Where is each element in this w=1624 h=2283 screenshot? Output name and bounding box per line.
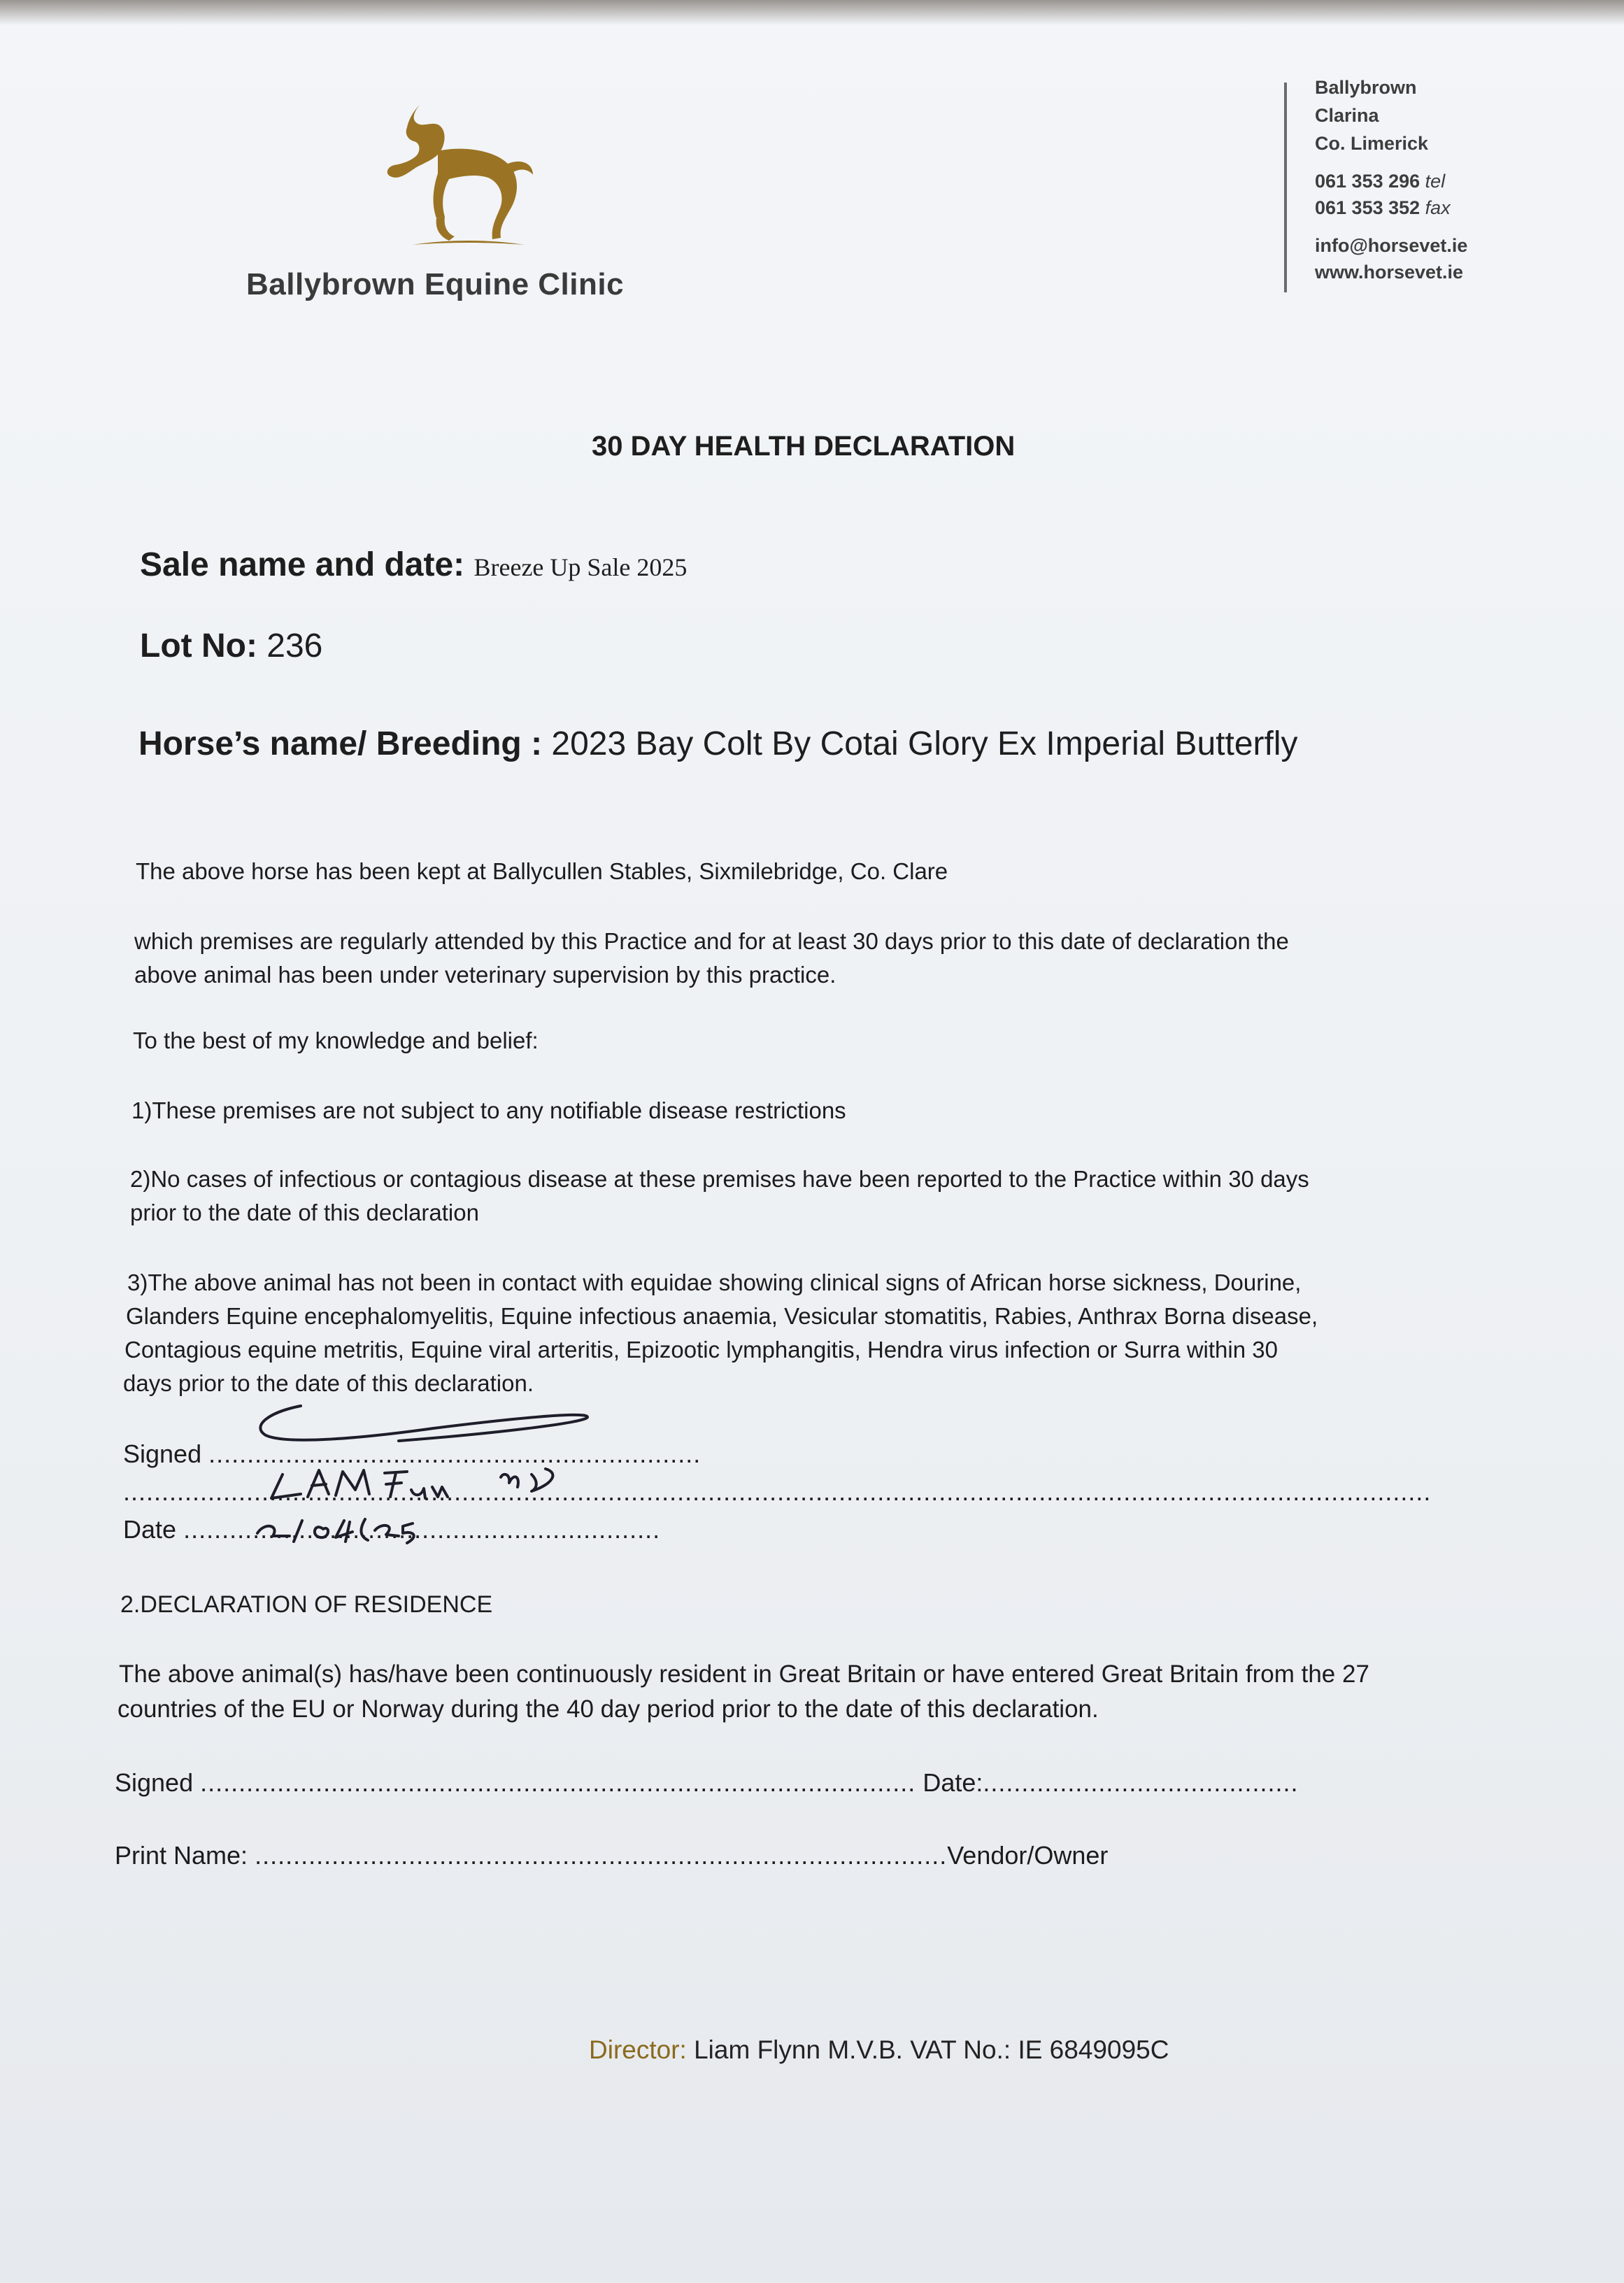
supervision-line-2: above animal has been under veterinary supervision by this practice. [134, 962, 836, 988]
vendor-owner-label: Vendor/Owner [947, 1841, 1109, 1870]
sale-value: Breeze Up Sale 2025 [473, 553, 688, 581]
declaration-item-2-line-2: prior to the date of this declaration [130, 1200, 479, 1225]
fax-line [1315, 197, 1451, 219]
declaration-item-3-line-1: 3)The above animal has not been in contact with equidae showing clinical signs of African horse sickness, Dourine, [127, 1269, 1302, 1295]
owner-signed-line [115, 1768, 1298, 1798]
sale-label: Sale name and date: [140, 546, 465, 583]
address-line-1: Ballybrown [1315, 77, 1417, 98]
date-dotted-line: .............................................................. [183, 1515, 661, 1544]
declaration-item-3-line-2: Glanders Equine encephalomyelitis, Equine infectious anaemia, Vesicular stomatitis, Rabies, Anthrax Borna disease, [126, 1303, 1318, 1329]
vet-date-label: Date [123, 1515, 177, 1544]
declaration-item-2-line-1: 2)No cases of infectious or contagious disease at these premises have been reported to the Practice within 30 days [130, 1166, 1309, 1192]
director-label: Director: [589, 2035, 687, 2064]
residence-heading: 2.DECLARATION OF RESIDENCE [120, 1591, 493, 1618]
contact-divider [1284, 83, 1287, 292]
fax-label: fax [1425, 197, 1451, 218]
vet-signed-label: Signed [123, 1439, 202, 1468]
owner-signed-label: Signed [115, 1768, 194, 1797]
prancing-horse-icon [371, 91, 539, 252]
lot-field [140, 627, 322, 665]
kept-at-paragraph: The above horse has been kept at Ballycullen Stables, Sixmilebridge, Co. Clare [136, 858, 948, 884]
declaration-item-3-line-3: Contagious equine metritis, Equine viral arteritis, Epizootic lymphangitis, Hendra virus infection or Surra within 30 [124, 1337, 1278, 1363]
owner-signature-field[interactable]: ............................................................................................. [200, 1768, 916, 1797]
email: info@horsevet.ie [1315, 235, 1468, 256]
owner-date-field[interactable]: ......................................... [983, 1768, 1299, 1797]
fax-number: 061 353 352 [1315, 197, 1420, 218]
director-value: Liam Flynn M.V.B. VAT No.: IE 6849095C [694, 2035, 1169, 2064]
horse-label: Horse’s name/ Breeding : [138, 725, 543, 762]
owner-date-label: Date: [923, 1768, 983, 1797]
declaration-item-1: 1)These premises are not subject to any notifiable disease restrictions [131, 1097, 846, 1123]
address-line-3: Co. Limerick [1315, 133, 1429, 154]
lot-label: Lot No: [140, 627, 257, 664]
lot-value: 236 [266, 627, 323, 664]
print-name-field[interactable]: .......................................................................................... [255, 1841, 948, 1870]
phone-label: tel [1425, 171, 1446, 192]
phone-number: 061 353 296 [1315, 171, 1420, 192]
sale-field [140, 546, 687, 584]
page-edge-shadow [0, 0, 1624, 25]
residence-paragraph-line-2: countries of the EU or Norway during the 40 day period prior to the date of this declaration. [117, 1695, 1099, 1723]
residence-paragraph-line-1: The above animal(s) has/have been continuously resident in Great Britain or have entered Great Britain from the 27 [119, 1660, 1369, 1688]
signature-dotted-line: ................................................................ [208, 1439, 701, 1468]
print-name-line [115, 1841, 1108, 1870]
page-title: 30 DAY HEALTH DECLARATION [592, 431, 1016, 462]
address-line-2: Clarina [1315, 105, 1379, 126]
declaration-item-3-line-4: days prior to the date of this declaration. [123, 1370, 534, 1396]
supervision-line-1: which premises are regularly attended by this Practice and for at least 30 days prior to this date of declaration the [134, 928, 1289, 954]
print-name-label: Print Name: [115, 1841, 248, 1870]
knowledge-statement: To the best of my knowledge and belief: [133, 1027, 539, 1053]
website: www.horsevet.ie [1315, 262, 1464, 283]
name-dotted-line: .......................................................................................................................................................................... [123, 1477, 1432, 1506]
handwritten-signature [224, 1392, 671, 1553]
horse-field [138, 725, 1298, 763]
phone-line [1315, 171, 1445, 192]
clinic-name: Ballybrown Equine Clinic [246, 267, 625, 301]
horse-value: 2023 Bay Colt By Cotai Glory Ex Imperial Butterfly [551, 725, 1298, 762]
footer-director [589, 2035, 1169, 2065]
